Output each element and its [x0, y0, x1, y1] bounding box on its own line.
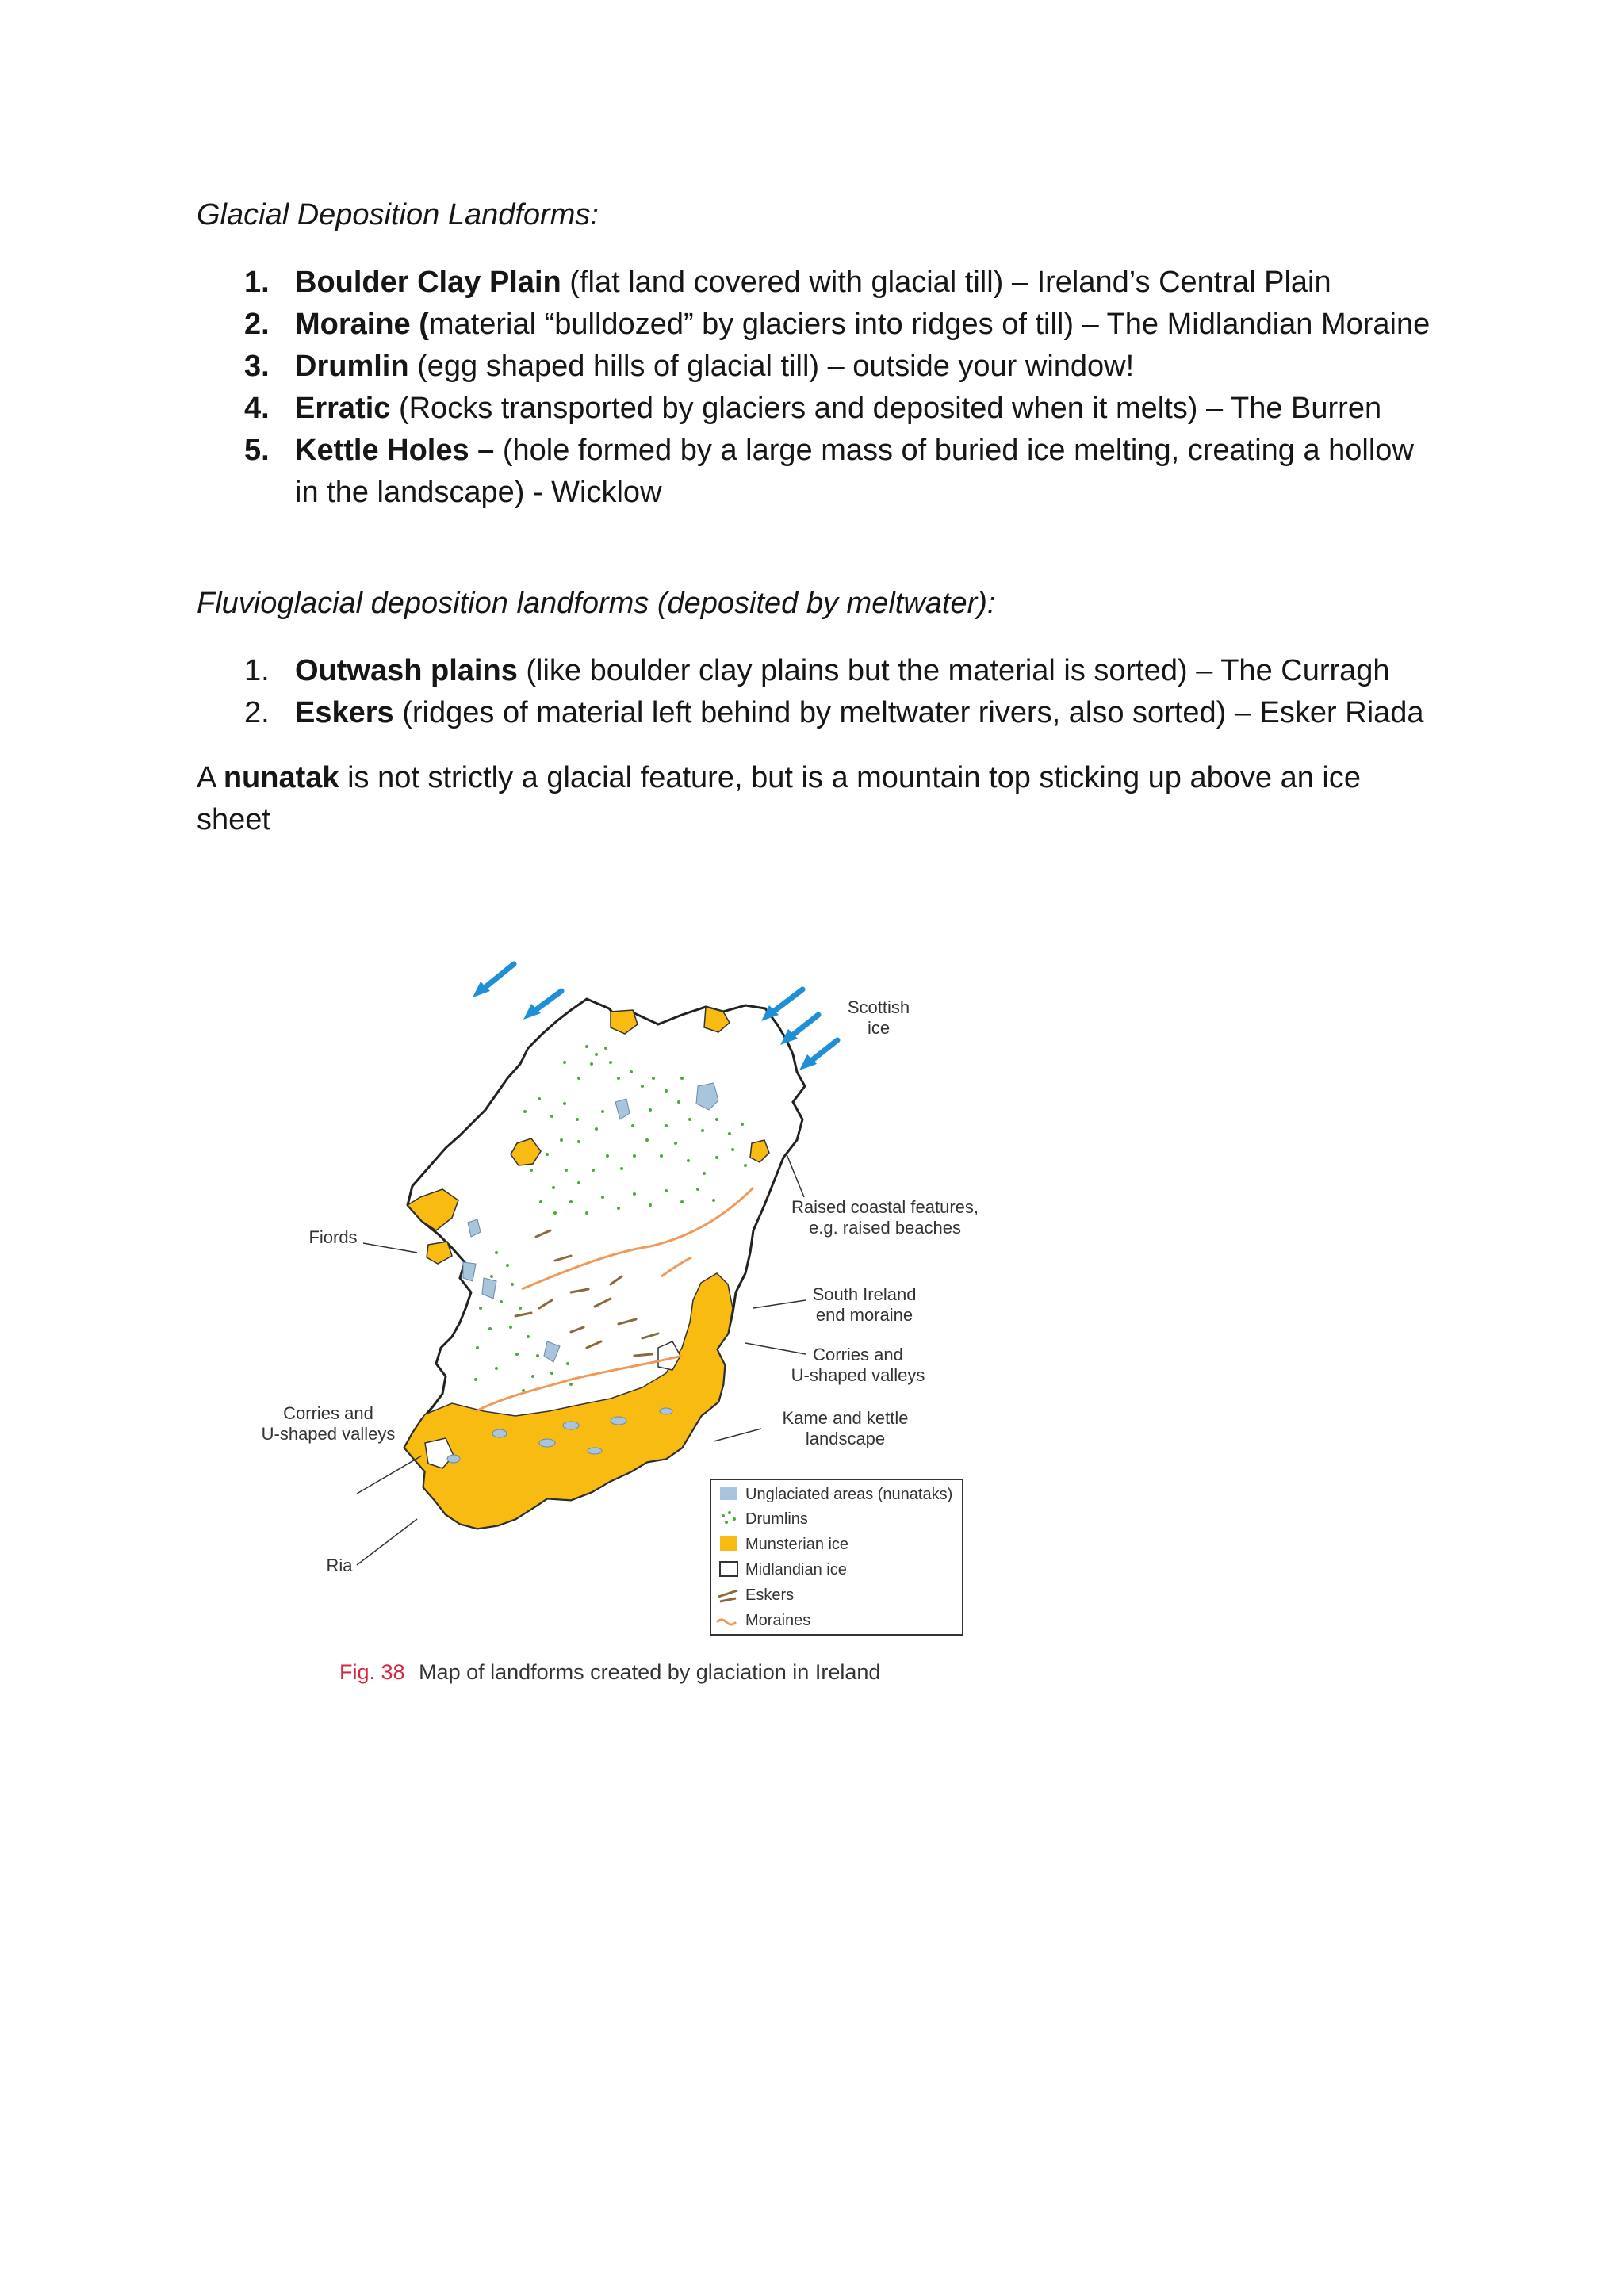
unglaciated-area: [660, 1408, 672, 1414]
description: material “bulldozed” by glaciers into ridges of till) – The Midlandian Moraine: [428, 308, 1431, 341]
list-item: [197, 430, 1434, 514]
list-item: [197, 388, 1434, 430]
legend-swatch-unglaciated: [720, 1487, 737, 1500]
label-corries-east-2: U-shaped valleys: [791, 1365, 925, 1385]
caption-text: Map of landforms created by glaciation in Ireland: [419, 1660, 881, 1684]
description: (egg shaped hills of glacial till) – outside your window!: [408, 350, 1135, 383]
ireland-glaciation-map: [238, 936, 999, 1697]
label-scottish-ice-2: ice: [867, 1018, 891, 1038]
list-number: 1.: [244, 654, 270, 687]
unglaciated-area: [563, 1422, 579, 1429]
nunatak-pre: A: [197, 761, 224, 794]
map-legend: [710, 1479, 963, 1635]
list-number: 2.: [244, 308, 270, 341]
heading-fluvioglacial: Fluvioglacial deposition landforms (deposited by meltwater):: [197, 587, 996, 620]
term: Eskers: [295, 696, 394, 729]
label-corries-east-1: Corries and: [813, 1345, 903, 1364]
term: Boulder Clay Plain: [295, 266, 561, 299]
list-item: [197, 650, 1481, 692]
arrow-ne-1: [761, 989, 802, 1021]
label-kame-2: landscape: [805, 1429, 886, 1448]
list-item: [197, 262, 1434, 304]
label-raised-1: Raised coastal features,: [791, 1197, 979, 1217]
list-item: [197, 346, 1434, 388]
label-scottish-ice-1: Scottish: [847, 997, 910, 1017]
legend-swatch-midlandian: [720, 1562, 737, 1576]
esker: [634, 1354, 652, 1356]
term: Erratic: [295, 392, 391, 425]
legend-munsterian: Munsterian ice: [745, 1536, 849, 1553]
label-corries-west-1: Corries and: [283, 1403, 373, 1423]
nunatak-paragraph: [197, 757, 1402, 841]
legend-midlandian: Midlandian ice: [745, 1561, 847, 1578]
term: Drumlin: [295, 350, 409, 383]
description: (ridges of material left behind by meltwater rivers, also sorted) – Esker Riada: [393, 696, 1424, 729]
list-item: [197, 692, 1481, 734]
legend-moraines: Moraines: [745, 1612, 811, 1629]
list-item: [197, 304, 1469, 346]
list-number: 1.: [244, 266, 270, 299]
caption-fig-number: Fig. 38: [339, 1660, 405, 1684]
legend-eskers: Eskers: [745, 1586, 795, 1604]
fluvioglacial-landforms-list: [197, 650, 1481, 734]
description: (flat land covered with glacial till) – Ireland’s Central Plain: [561, 266, 1331, 299]
nunatak-term: nunatak: [223, 761, 339, 794]
label-corries-west-2: U-shaped valleys: [261, 1424, 396, 1444]
list-number: 5.: [244, 434, 270, 467]
label-kame-1: Kame and kettle: [782, 1408, 909, 1428]
term: Moraine (: [295, 308, 429, 341]
label-ria: Ria: [326, 1556, 353, 1575]
list-number: 3.: [244, 350, 270, 383]
arrow-nw-1: [473, 964, 514, 997]
term: Outwash plains: [295, 654, 518, 687]
list-number: 4.: [244, 392, 270, 425]
glacial-landforms-list: [197, 262, 1434, 514]
list-number: 2.: [244, 696, 270, 729]
legend-swatch-munsterian: [720, 1536, 737, 1551]
legend-unglaciated: Unglaciated areas (nunataks): [745, 1486, 953, 1503]
description: (hole formed by a large mass of buried ice melting, creating a hollow in the landscape) - Wicklow: [295, 434, 1414, 509]
heading-glacial-deposition: Glacial Deposition Landforms:: [197, 198, 599, 232]
unglaciated-area: [492, 1429, 507, 1437]
nunatak-post: is not strictly a glacial feature, but is a mountain top sticking up above an ice sheet: [197, 761, 1361, 836]
label-raised-2: e.g. raised beaches: [808, 1218, 962, 1238]
arrow-ne-3: [799, 1040, 837, 1070]
unglaciated-area: [588, 1448, 602, 1454]
legend-drumlins: Drumlins: [745, 1510, 808, 1528]
description: (Rocks transported by glaciers and deposited when it melts) – The Burren: [390, 392, 1382, 425]
arrow-nw-2: [523, 991, 561, 1020]
arrow-ne-2: [780, 1015, 818, 1045]
munsterian-ice-fiord: [427, 1242, 452, 1264]
label-south-moraine-2: end moraine: [815, 1305, 914, 1325]
glaciation-map-figure: [238, 936, 999, 1697]
figure-caption: [339, 1660, 880, 1684]
label-fiords: Fiords: [308, 1227, 358, 1247]
unglaciated-area: [447, 1455, 460, 1463]
label-south-moraine-1: South Ireland: [812, 1284, 917, 1304]
term: Kettle Holes –: [295, 434, 495, 467]
unglaciated-area: [611, 1417, 626, 1425]
description: (like boulder clay plains but the material is sorted) – The Curragh: [517, 654, 1390, 687]
unglaciated-area: [539, 1439, 555, 1447]
